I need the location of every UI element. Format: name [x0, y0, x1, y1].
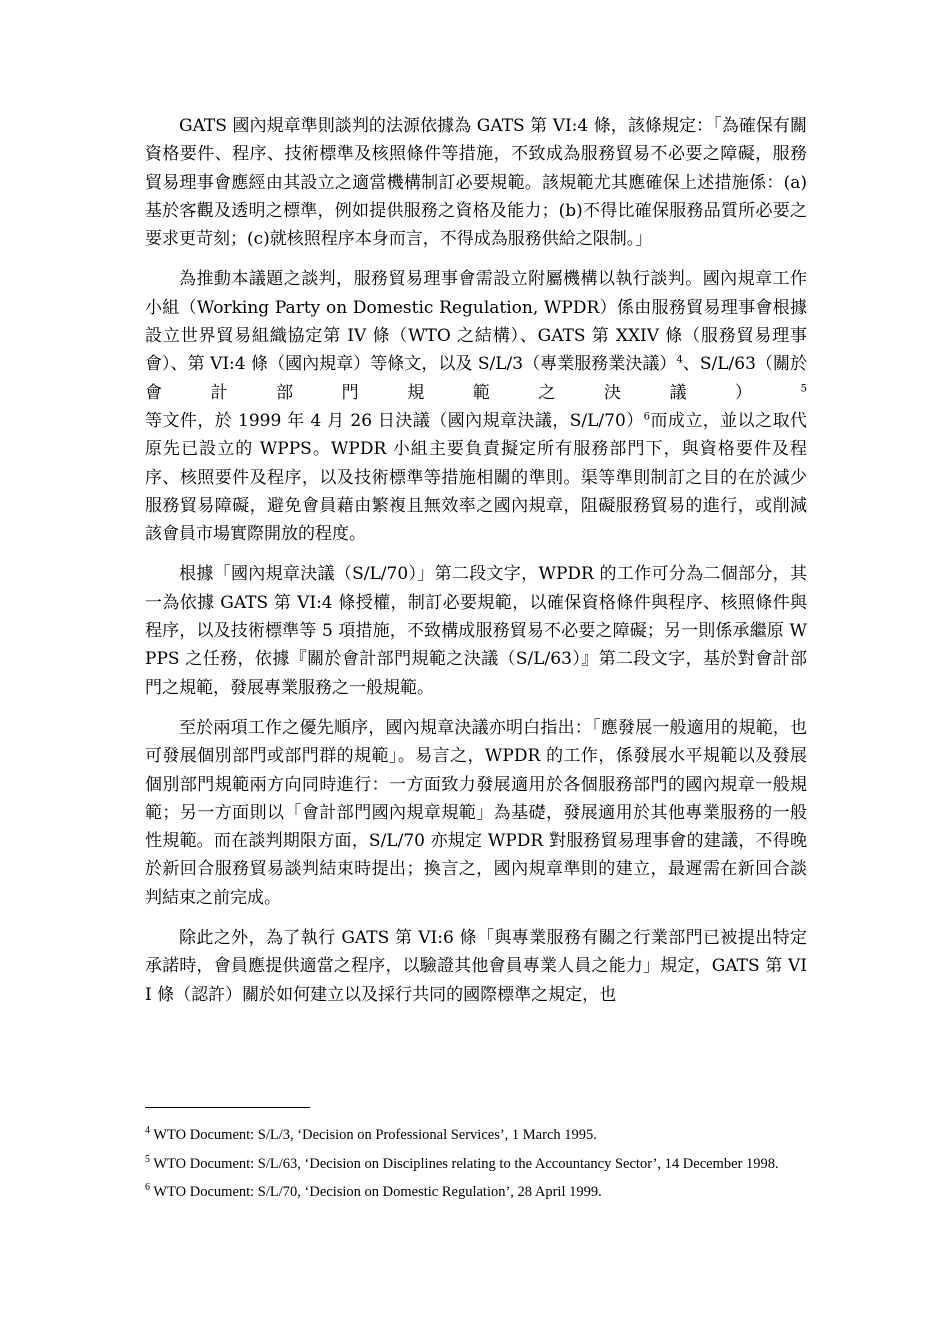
footnote-ref-4[interactable]: 4 — [676, 354, 683, 366]
paragraph-text: 而成立，並以之取代原先已設立的 WPPS。WPDR 小組主要負責擬定所有服務部門下，與資格要件及程序、核照要件及程序，以及技術標準等措施相關的準則。渠等準則制訂之目的在於減少服務貿易障礙，避免會員藉由繁複且無效率之國內規章，阻礙服務貿易的進行，或削減該會員市場實際開放的程度。 — [145, 410, 808, 545]
paragraph-text: 、S/L/63（關於會計部門規範之決議） — [145, 354, 807, 403]
paragraph-text: 為推動本議題之談判，服務貿易理事會需設立附屬機構以執行談判。國內規章工作小組（Working Party on Domestic Regulation, WPDR）係由服務貿易理事會根據設立世界貿易組織協定第 IV 條（WTO 之結構）、GATS 第 XXIV 條（服務貿易理事會）、第 VI:4 條（國內規章）等條文，以及 S/L/3（專業服務業決議） — [145, 269, 807, 375]
paragraph-legal-basis: GATS 國內規章準則談判的法源依據為 GATS 第 VI:4 條，該條規定：「為確保有關資格要件、程序、技術標準及核照條件等措施，不致成為服務貿易不必要之障礙，服務貿易理事會應經由其設立之適當機構制訂必要規範。該規範尤其應確保上述措施係：(a)基於客觀及透明之標準，例如提供服務之資格及能力；(b)不得比確保服務品質所必要之要求更苛刻；(c)就核照程序本身而言，不得成為服務供給之限制。」 — [145, 116, 807, 250]
footnote-5 — [145, 1150, 807, 1179]
document-body — [145, 112, 807, 1021]
footnote-number: 5 — [145, 1153, 150, 1165]
footnote-ref-6[interactable]: 6 — [643, 411, 651, 423]
footnote-text: WTO Document: S/L/70, ‘Decision on Domestic Regulation’, 28 April 1999. — [153, 1184, 602, 1200]
paragraph-recognition: 除此之外，為了執行 GATS 第 VI:6 條「與專業服務有關之行業部門已被提出特定承諾時，會員應提供適當之程序，以驗證其他會員專業人員之能力」規定，GATS 第 VII 條（認許）關於如何建立以及採行共同的國際標準之規定，也 — [145, 928, 807, 1005]
footnotes — [145, 1121, 807, 1207]
footnote-6 — [145, 1178, 807, 1207]
paragraph-wpdr-establishment — [145, 265, 807, 548]
paragraph-text: 等文件，於 1999 年 4 月 26 日決議（國內規章決議，S/L/70） — [145, 410, 644, 431]
footnote-4 — [145, 1121, 807, 1150]
footnote-separator — [145, 1107, 310, 1108]
footnote-text: WTO Document: S/L/3, ‘Decision on Professional Services’, 1 March 1995. — [153, 1127, 597, 1143]
paragraph-wpdr-work: 根據「國內規章決議（S/L/70）」第二段文字，WPDR 的工作可分為二個部分，其一為依據 GATS 第 VI:4 條授權，制訂必要規範，以確保資格條件與程序、核照條件與程序，以及技術標準等 5 項措施，不致構成服務貿易不必要之障礙；另一則係承繼原 WPPS 之任務，依據『關於會計部門規範之決議（S/L/63）』第二段文字，基於對會計部門之規範，發展專業服務之一般規範。 — [145, 564, 807, 698]
footnote-number: 6 — [145, 1182, 150, 1194]
footnote-ref-5[interactable]: 5 — [800, 383, 807, 395]
footnote-number: 4 — [145, 1125, 150, 1137]
paragraph-priority: 至於兩項工作之優先順序，國內規章決議亦明白指出：「應發展一般適用的規範，也可發展個別部門或部門群的規範」。易言之，WPDR 的工作，係發展水平規範以及發展個別部門規範兩方向同時進行：一方面致力發展適用於各個服務部門的國內規章一般規範；另一方面則以「會計部門國內規章規範」為基礎，發展適用於其他專業服務的一般性規範。而在談判期限方面，S/L/70 亦規定 WPDR 對服務貿易理事會的建議，不得晚於新回合服務貿易談判結束時提出；換言之，國內規章準則的建立，最遲需在新回合談判結束之前完成。 — [145, 717, 807, 908]
footnote-text: WTO Document: S/L/63, ‘Decision on Disciplines relating to the Accountancy Sector’, 14 December 1998. — [153, 1155, 779, 1172]
